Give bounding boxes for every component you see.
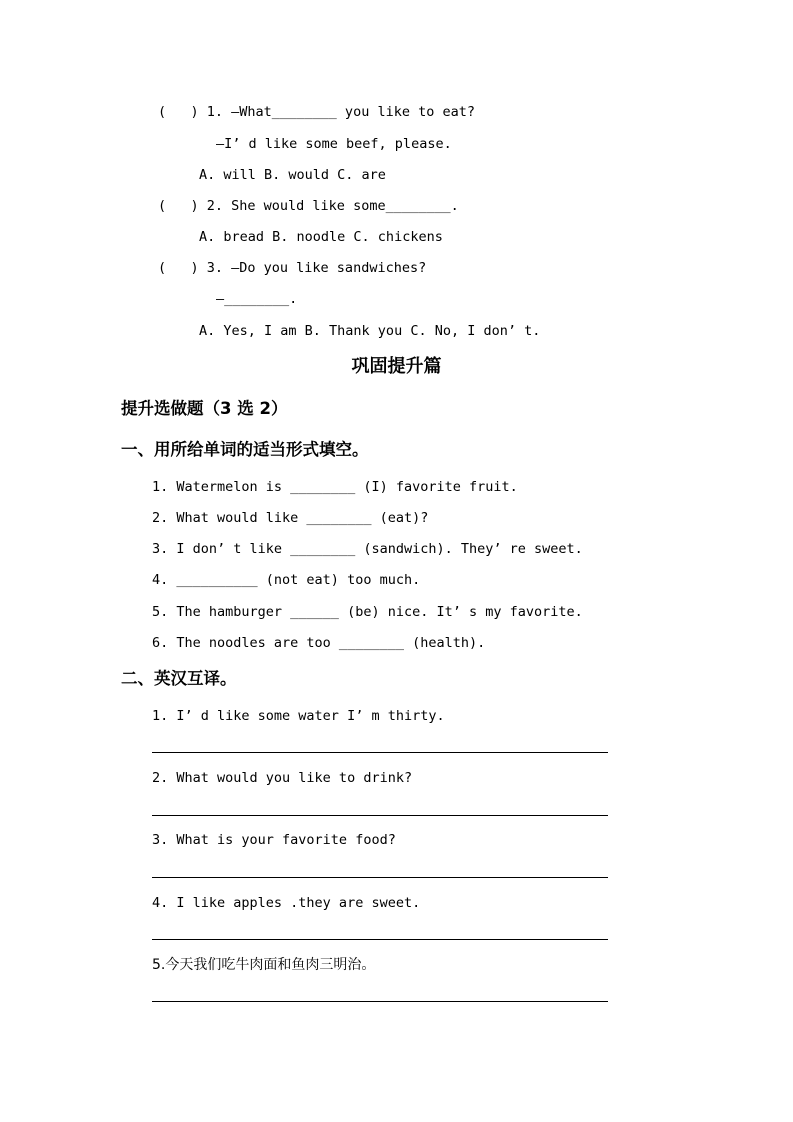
question-1-options: A. will B. would C. are — [199, 167, 386, 183]
part1-item: 3. I don’ t like ________ (sandwich). They’ re sweet. — [152, 541, 583, 557]
question-3-options: A. Yes, I am B. Thank you C. No, I don’ t. — [199, 323, 541, 339]
part1-item: 6. The noodles are too ________ (health). — [152, 635, 486, 651]
answer-line[interactable] — [152, 939, 608, 940]
part2-heading: 二、英汉互译。 — [121, 669, 237, 688]
subtitle: 提升选做题（3 选 2） — [121, 399, 288, 418]
question-2-options: A. bread B. noodle C. chickens — [199, 229, 443, 245]
part1-item: 5. The hamburger ______ (be) nice. It’ s my favorite. — [152, 604, 583, 620]
answer-line[interactable] — [152, 752, 608, 753]
answer-line[interactable] — [152, 815, 608, 816]
part2-item: 5.今天我们吃牛肉面和鱼肉三明治。 — [152, 957, 376, 973]
part1-item: 1. Watermelon is ________ (I) favorite fruit. — [152, 479, 518, 495]
part2-item: 1. I’ d like some water I’ m thirty. — [152, 708, 445, 724]
part1-item: 2. What would like ________ (eat)? — [152, 510, 429, 526]
answer-line[interactable] — [152, 877, 608, 878]
question-3-reply: —________. — [216, 291, 298, 307]
question-3-stem: ( ) 3. —Do you like sandwiches? — [158, 260, 427, 276]
part2-item: 3. What is your favorite food? — [152, 832, 396, 848]
part2-item: 2. What would you like to drink? — [152, 770, 413, 786]
part1-heading: 一、用所给单词的适当形式填空。 — [121, 440, 369, 459]
section-title: 巩固提升篇 — [351, 356, 442, 377]
part1-item: 4. __________ (not eat) too much. — [152, 572, 421, 588]
part2-item: 4. I like apples .they are sweet. — [152, 895, 421, 911]
question-1-reply: —I’ d like some beef, please. — [216, 136, 452, 152]
question-1-stem: ( ) 1. —What________ you like to eat? — [158, 104, 475, 120]
answer-line[interactable] — [152, 1001, 608, 1002]
question-2-stem: ( ) 2. She would like some________. — [158, 198, 459, 214]
